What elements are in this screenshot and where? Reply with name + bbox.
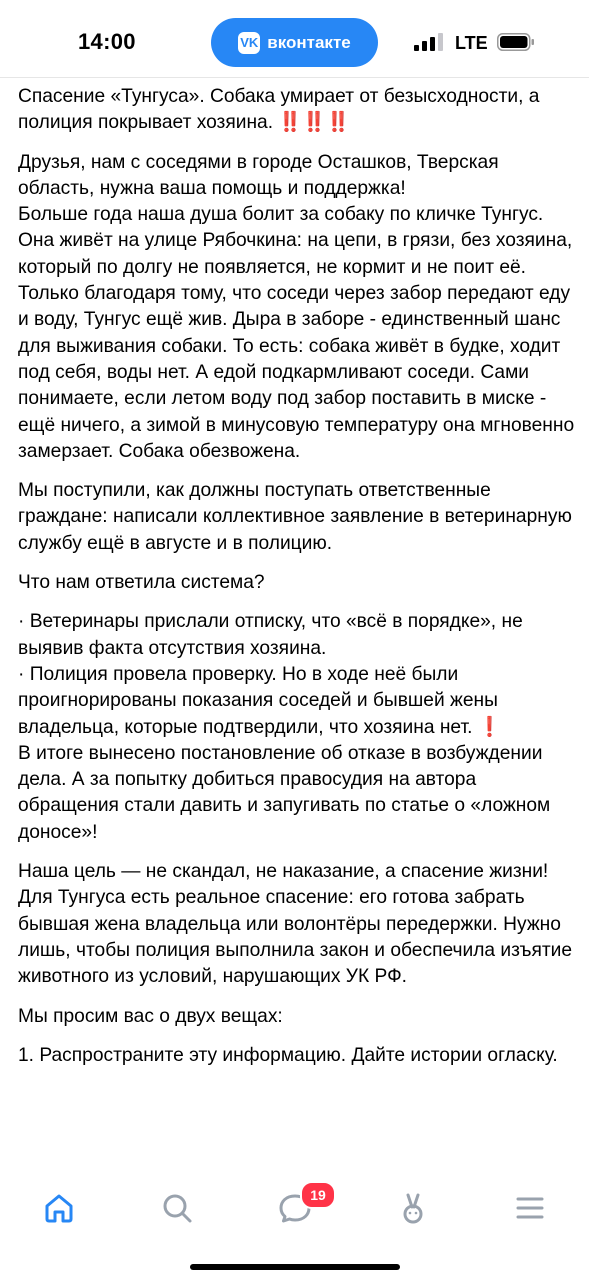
tab-search[interactable] [155, 1186, 199, 1230]
post-paragraph-4-line-3: В итоге вынесено постановление об отказе в возбуждении дела. А за попытку добиться правосудия на автора обращения стали давить и запугивать по статье о «ложном доносе»! [18, 742, 551, 843]
post-paragraph-5-line-2: Для Тунгуса есть реальное спасение: его готова забрать бывшая жена владельца или волонтёры передержки. Нужно лишь, чтобы полиция выполнила закон и обеспечила изъятие животного из условий, нарушающих УК РФ. [18, 887, 573, 988]
post-paragraph-1-line-1: Друзья, нам с соседями в городе Осташков, Тверская область, нужна ваша помощь и поддержка! [18, 151, 499, 199]
post-paragraph-4 [18, 609, 576, 846]
search-icon [160, 1191, 194, 1225]
home-indicator[interactable] [190, 1264, 400, 1270]
post-text [18, 84, 576, 1082]
messages-unread-badge: 19 [300, 1181, 336, 1209]
post-paragraph-4-line-2: · Полиция провела проверку. Но в ходе неё были проигнорированы показания соседей и бывшей жены владельца, которые подтвердили, что хозяина нет. [18, 663, 498, 738]
post-paragraph-3: Что нам ответила система? [18, 572, 265, 594]
post-paragraph-6: Мы просим вас о двух вещах: [18, 1005, 283, 1027]
post-paragraph-1-line-2: Больше года наша душа болит за собаку по кличке Тунгус. Она живёт на улице Рябочкина: на цепи, в грязи, без хозяина, который по долгу не появляется, не кормит и не поит её. Только благодаря тому, что соседи через забор передают еду и воду, Тунгус ещё жив. Дыра в заборе - единственный шанс для выживания собаки. То есть: собака живёт в будке, ходит под себя, воды нет. А едой подкармливают соседи. Сами понимаете, если летом воду под забор поставить в миске - ещё ничего, а зимой в минусовую температуру она мгновенно замерзает. Собака обезвожена. [18, 204, 575, 462]
post-title-paragraph [18, 84, 576, 137]
exclamation-mark-icon: ❗ [477, 716, 502, 738]
battery-icon [497, 33, 535, 51]
post-paragraph-7: 1. Распространите эту информацию. Дайте истории огласку. [18, 1044, 558, 1066]
return-to-app-label: вконтакте [267, 32, 351, 52]
cellular-signal-icon [414, 33, 444, 51]
tab-menu[interactable] [508, 1186, 552, 1230]
network-type: LTE [455, 33, 488, 53]
post-paragraph-5 [18, 859, 576, 990]
status-time: 14:00 [78, 29, 136, 54]
tab-clips[interactable] [391, 1186, 435, 1230]
vk-logo-icon: VK [238, 32, 260, 54]
post-paragraph-1 [18, 150, 576, 466]
exclamation-marks-icon: ‼️‼️‼️ [278, 112, 351, 134]
post-title: Спасение «Тунгуса». Собака умирает от безысходности, а полиция покрывает хозяина. [18, 86, 540, 134]
clips-icon [396, 1191, 430, 1225]
status-bar [0, 0, 589, 78]
header-divider [0, 77, 589, 78]
post-paragraph-5-line-1: Наша цель — не скандал, не наказание, а спасение жизни! [18, 861, 549, 883]
return-to-app-pill[interactable] [211, 18, 378, 67]
menu-icon [513, 1191, 547, 1225]
tab-home[interactable] [37, 1186, 81, 1230]
post-paragraph-4-line-1: · Ветеринары прислали отписку, что «всё в порядке», не выявив факта отсутствия хозяина. [18, 611, 523, 659]
home-icon [42, 1191, 76, 1225]
post-paragraph-2: Мы поступили, как должны поступать ответственные граждане: написали коллективное заявление в ветеринарную службу ещё в августе и в полицию. [18, 480, 572, 554]
